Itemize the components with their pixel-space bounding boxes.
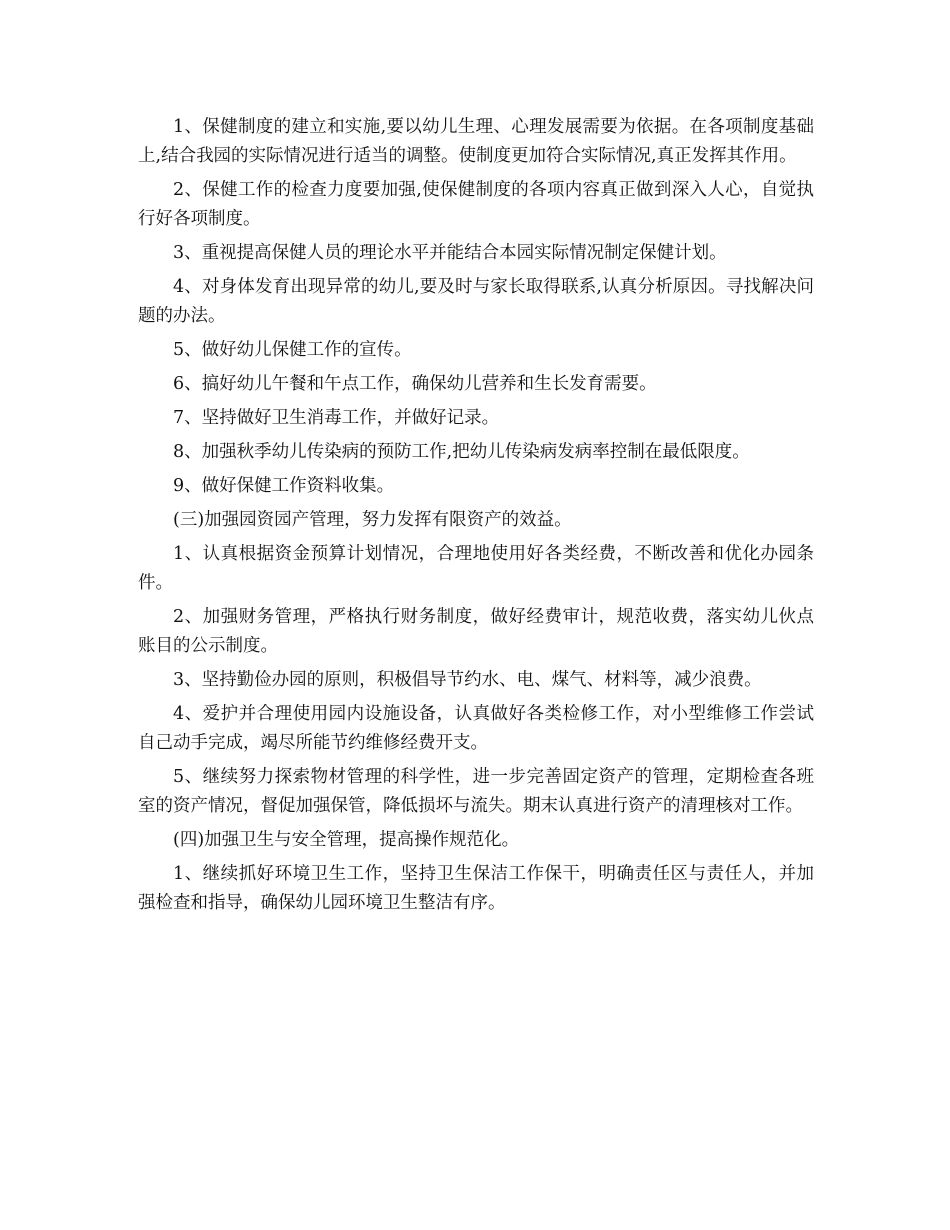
paragraph: 1、继续抓好环境卫生工作，坚持卫生保洁工作保干，明确责任区与责任人，并加强检查和指导，确保幼儿园环境卫生整洁有序。: [138, 864, 814, 913]
paragraph: 1、认真根据资金预算计划情况，合理地使用好各类经费，不断改善和优化办园条件。: [138, 544, 814, 593]
paragraph: 2、加强财务管理，严格执行财务制度，做好经费审计，规范收费，落实幼儿伙点账目的公示制度。: [138, 607, 814, 656]
paragraph: 3、坚持勤俭办园的原则，积极倡导节约水、电、煤气、材料等，减少浪费。: [173, 670, 762, 690]
paragraph: 4、对身体发育出现异常的幼儿,要及时与家长取得联系,认真分析原因。寻找解决问题的办法。: [138, 277, 814, 326]
paragraph: 4、爱护并合理使用园内设施设备，认真做好各类检修工作，对小型维修工作尝试自己动手完成，竭尽所能节约维修经费开支。: [138, 704, 814, 753]
paragraph: 5、做好幼儿保健工作的宣传。: [173, 340, 412, 360]
paragraph: 6、搞好幼儿午餐和午点工作，确保幼儿营养和生长发育需要。: [173, 374, 657, 394]
paragraph: 7、坚持做好卫生消毒工作，并做好记录。: [173, 408, 500, 428]
section-heading: (三)加强园资园产管理，努力发挥有限资产的效益。: [173, 510, 572, 530]
paragraph: 8、加强秋季幼儿传染病的预防工作,把幼儿传染病发病率控制在最低限度。: [173, 442, 750, 462]
section-heading: (四)加强卫生与安全管理，提高操作规范化。: [173, 830, 520, 850]
paragraph: 1、保健制度的建立和实施,要以幼儿生理、心理发展需要为依据。在各项制度基础上,结合我园的实际情况进行适当的调整。使制度更加符合实际情况,真正发挥其作用。: [138, 117, 814, 166]
document-page: [138, 113, 814, 923]
paragraph: 2、保健工作的检查力度要加强,使保健制度的各项内容真正做到深入人心，自觉执行好各项制度。: [138, 180, 814, 229]
paragraph: 3、重视提高保健人员的理论水平并能结合本园实际情况制定保健计划。: [173, 243, 727, 263]
paragraph: 5、继续努力探索物材管理的科学性，进一步完善固定资产的管理，定期检查各班室的资产情况，督促加强保管，降低损坏与流失。期末认真进行资产的清理核对工作。: [138, 767, 814, 816]
paragraph: 9、做好保健工作资料收集。: [173, 476, 395, 496]
